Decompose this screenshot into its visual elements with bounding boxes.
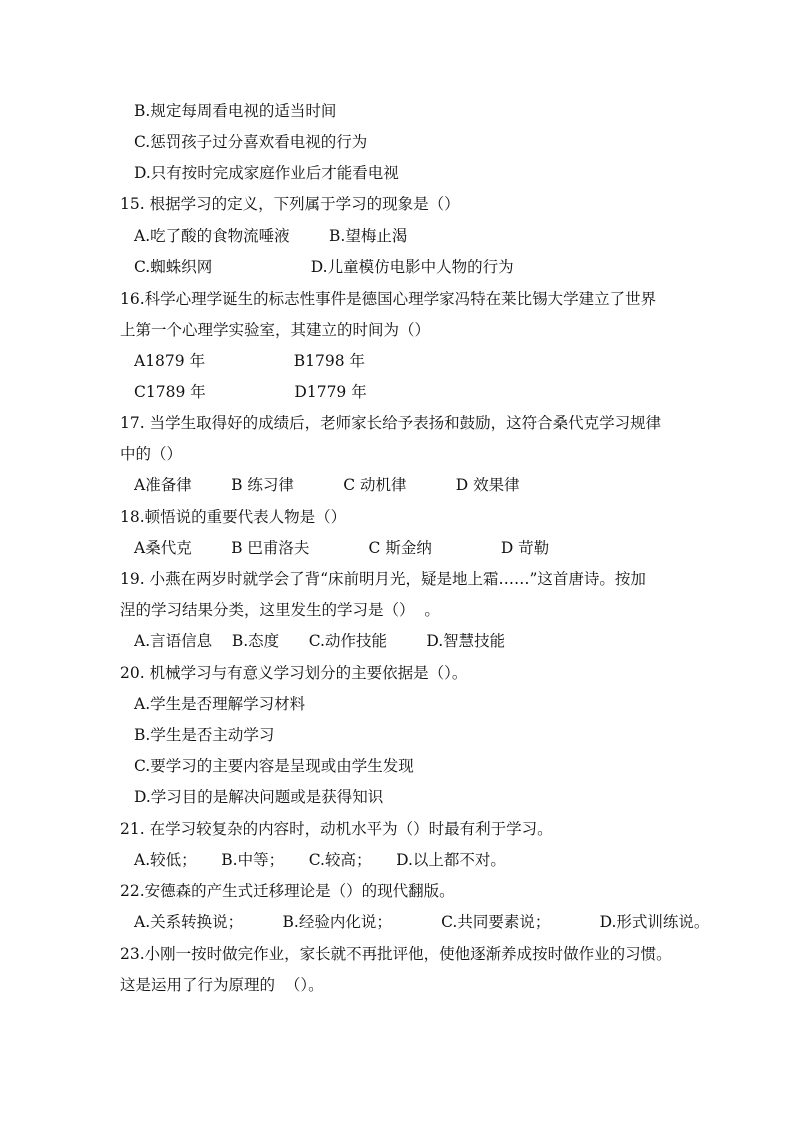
options-15-cd: C.蜘蛛织网 D.儿童模仿电影中人物的行为 xyxy=(134,258,514,276)
options-18: A桑代克 B 巴甫洛夫 C 斯金纳 D 苛勒 xyxy=(134,539,550,557)
question-23-line1: 23.小刚一按时做完作业，家长就不再批评他，使他逐渐养成按时做作业的习惯。 xyxy=(120,945,672,963)
options-15-ab: A.吃了酸的食物流唾液 B.望梅止渴 xyxy=(134,227,408,245)
option-14c: C.惩罚孩子过分喜欢看电视的行为 xyxy=(134,133,368,151)
question-17-line1: 17. 当学生取得好的成绩后，老师家长给予表扬和鼓励，这符合桑代克学习规律 xyxy=(120,414,662,432)
question-17-line2: 中的（） xyxy=(120,445,183,463)
question-16-line2: 上第一个心理学实验室，其建立的时间为（） xyxy=(120,321,431,339)
question-22: 22.安德森的产生式迁移理论是（）的现代翻版。 xyxy=(120,882,455,900)
options-16-ab: A1879 年 B1798 年 xyxy=(134,352,366,370)
question-15: 15. 根据学习的定义，下列属于学习的现象是（） xyxy=(120,195,460,213)
option-20b: B.学生是否主动学习 xyxy=(134,726,275,744)
option-20c: C.要学习的主要内容是呈现或由学生发现 xyxy=(134,757,414,775)
options-22: A.关系转换说； B.经验内化说； C.共同要素说； D.形式训练说。 xyxy=(134,913,710,931)
options-17: A准备律 B 练习律 C 动机律 D 效果律 xyxy=(134,476,520,494)
question-21: 21. 在学习较复杂的内容时，动机水平为（）时最有利于学习。 xyxy=(120,820,553,838)
option-14b: B.规定每周看电视的适当时间 xyxy=(134,102,337,120)
option-20a: A.学生是否理解学习材料 xyxy=(134,695,306,713)
question-19-line1: 19. 小燕在两岁时就学会了背“床前明月光，疑是地上霜……”这首唐诗。按加 xyxy=(120,570,646,588)
question-19-line2: 涅的学习结果分类，这里发生的学习是（） 。 xyxy=(120,601,440,619)
question-20: 20. 机械学习与有意义学习划分的主要依据是（）。 xyxy=(120,664,468,682)
options-19: A.言语信息 B.态度 C.动作技能 D.智慧技能 xyxy=(134,632,506,650)
options-16-cd: C1789 年 D1779 年 xyxy=(134,383,367,401)
option-14d: D.只有按时完成家庭作业后才能看电视 xyxy=(134,164,399,182)
question-16-line1: 16.科学心理学诞生的标志性事件是德国心理学家冯特在莱比锡大学建立了世界 xyxy=(120,290,657,308)
question-23-line2: 这是运用了行为原理的 （）。 xyxy=(120,976,324,994)
options-21: A.较低； B.中等； C.较高； D.以上都不对。 xyxy=(134,851,506,869)
question-18: 18.顿悟说的重要代表人物是（） xyxy=(120,508,347,526)
option-20d: D.学习目的是解决问题或是获得知识 xyxy=(134,788,384,806)
